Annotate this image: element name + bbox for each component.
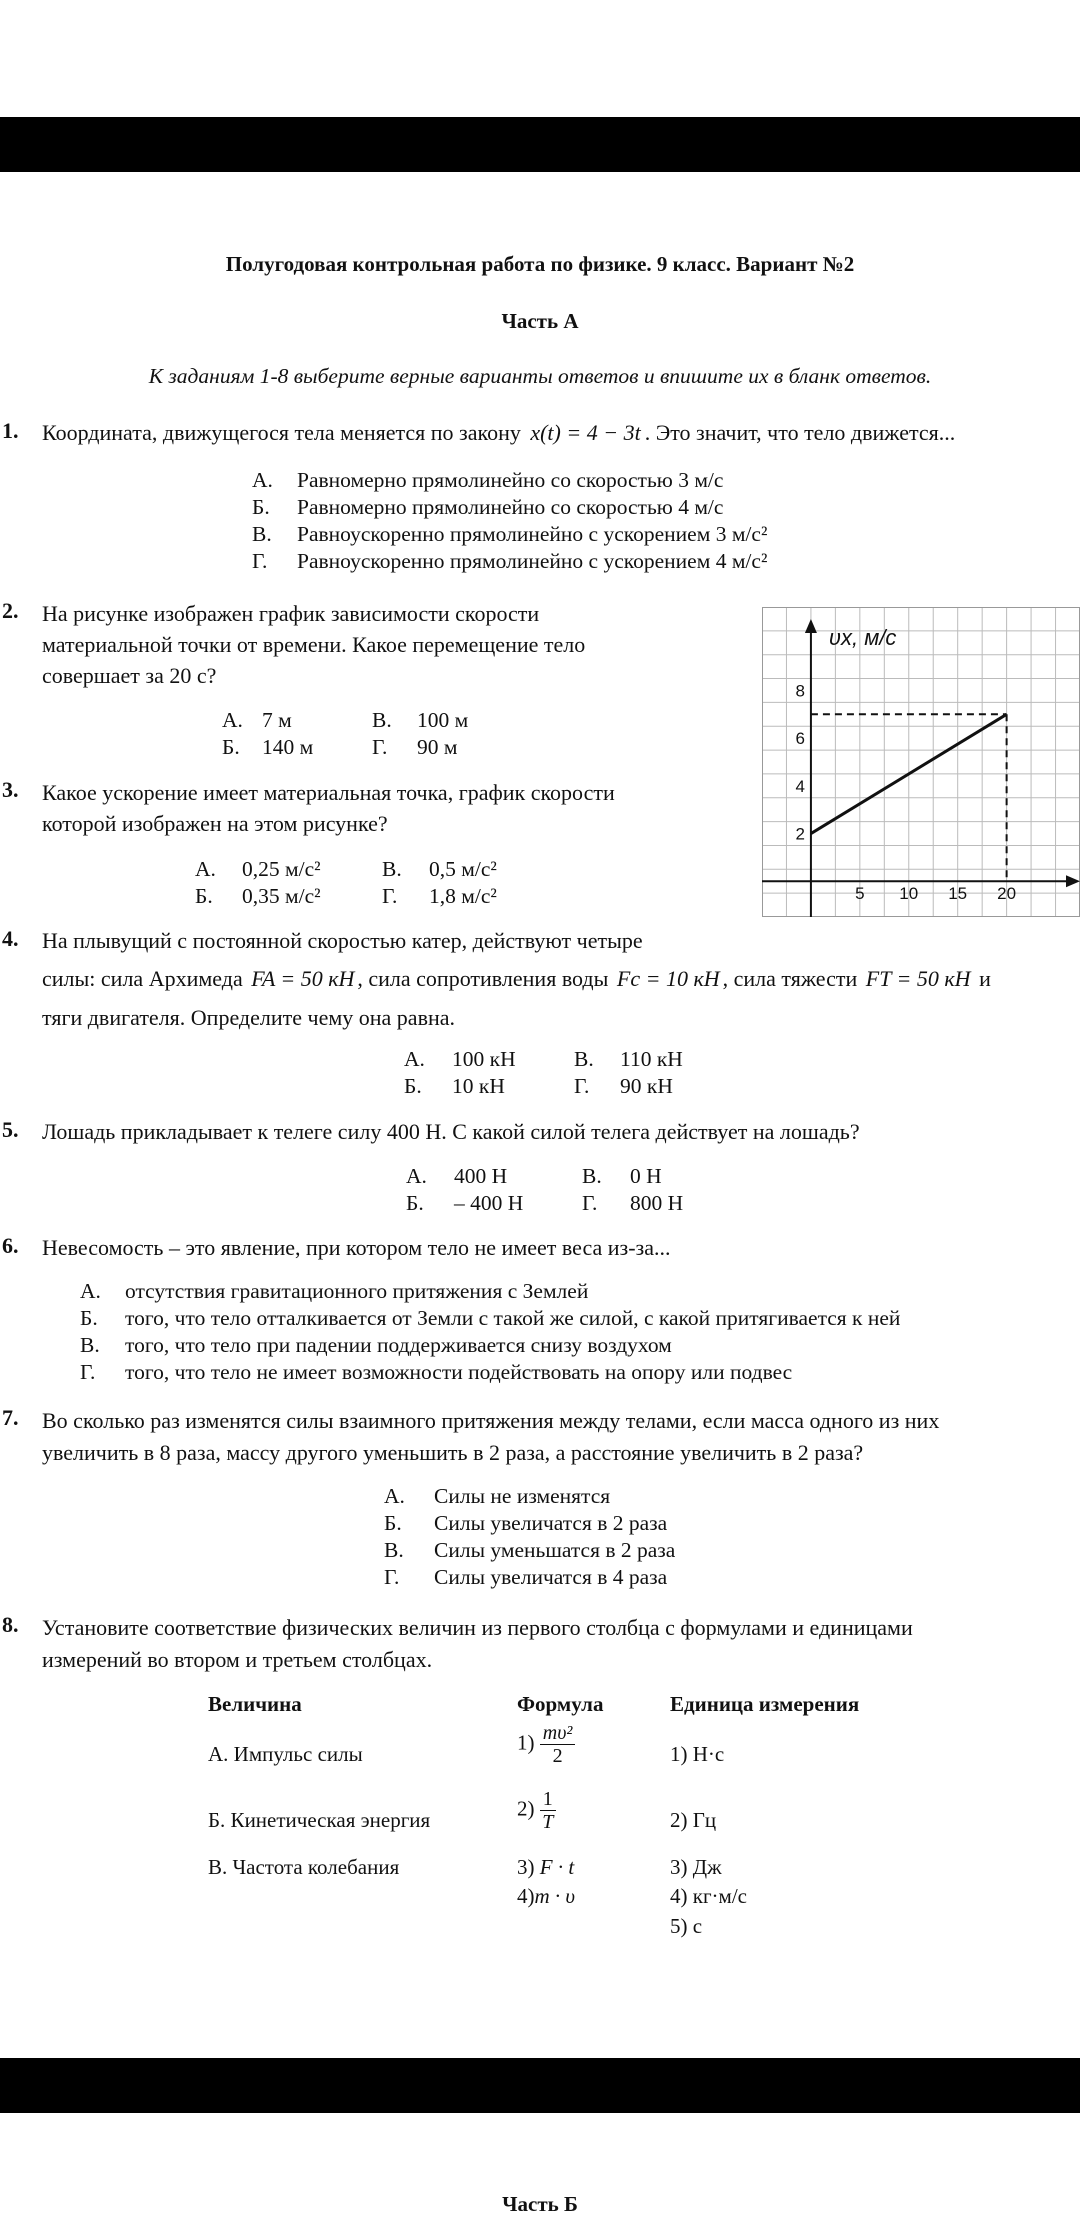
q8-unit-4: 4) кг·м/с [670,1884,747,1908]
q8-header-unit: Единица измерения [670,1692,860,1716]
x-tick-label: 5 [855,884,865,904]
q7-option-a[interactable]: А. Силы не изменятся [384,1484,611,1508]
x-tick-label: 15 [948,884,968,904]
q4-line3: тяги двигателя. Определите чему она равна. [42,1005,455,1030]
q1-text: Координата, движущегося тела меняется по закону x(t) = 4 − 3t . Это значит, что тело движется... [42,420,956,445]
q4-line2: силы: сила Архимеда FA = 50 кН , сила сопротивления воды Fc = 10 кН , сила тяжести FT = 50 кН и [42,966,991,991]
q7-option-d[interactable]: Г. Силы увеличатся в 4 раза [384,1565,668,1589]
q6-option-b[interactable]: Б. того, что тело отталкивается от Земли с такой же силой, с какой притягивается к ней [80,1306,901,1330]
q1-option-a[interactable]: А. Равномерно прямолинейно со скоростью 3 м/с [252,468,724,492]
part-a-title: Часть А [501,309,579,333]
q1-option-b[interactable]: Б. Равномерно прямолинейно со скоростью 4 м/с [252,495,724,519]
q7-option-c[interactable]: В. Силы уменьшатся в 2 раза [384,1538,676,1562]
q3-option-a[interactable]: А. 0,25 м/с² [195,857,321,881]
q8-unit-3: 3) Дж [670,1855,722,1879]
page-title: Полугодовая контрольная работа по физике. 9 класс. Вариант №2 [225,252,855,276]
q4-fa: FA = 50 кН [251,966,355,991]
instruction: К заданиям 1-8 выберите верные варианты ответов и впишите их в бланк ответов. [148,364,932,388]
q4-option-c[interactable]: В. 110 кН [574,1047,683,1071]
y-tick-label: 4 [795,776,805,796]
x-tick-label: 10 [899,884,919,904]
q4-option-d[interactable]: Г. 90 кН [574,1074,673,1098]
q3-options [195,856,497,910]
q3-option-b[interactable]: Б. 0,35 м/с² [195,884,321,908]
q8-header-quantity: Величина [208,1692,302,1716]
q2-number: 2. [2,598,19,623]
q5-text: Лошадь прикладывает к телеге силу 400 Н. С какой силой телега действует на лошадь? [42,1119,860,1144]
q8-header-formula: Формула [517,1692,604,1716]
q6-options [80,1278,900,1386]
q2-option-b[interactable]: Б. 140 м [222,735,314,759]
y-tick-label: 2 [795,824,805,844]
q4-ft: FT = 50 кН [865,966,971,991]
q8-unit-2: 2) Гц [670,1808,717,1832]
chart-grid [762,607,1080,917]
q1-options [252,467,767,575]
q2-option-a[interactable]: А. 7 м [222,708,292,732]
q3-option-d[interactable]: Г. 1,8 м/с² [382,884,497,908]
x-tick-label: 20 [997,884,1017,904]
y-axis-label: υx, м/с [828,625,897,650]
q6-option-a[interactable]: А. отсутствия гравитационного притяжения с Землей [80,1279,589,1303]
q1-formula: x(t) = 4 − 3t [530,420,641,445]
q7-option-b[interactable]: Б. Силы увеличатся в 2 раза [384,1511,668,1535]
q8-quantity-b: Б. Кинетическая энергия [208,1808,431,1832]
q8-formula-1: 1) $\frac{\text{mυ²}}{2}$ [517,1722,575,1767]
q4-fc: Fc = 10 кН [616,966,720,991]
q4-options [404,1046,683,1100]
q8-formula-3: 3) F · t [517,1855,575,1879]
y-tick-label: 6 [795,729,805,749]
q8-quantity-a: А. Импульс силы [208,1742,363,1766]
q3-text: Какое ускорение имеет материальная точка, график скорости которой изображен на этом рисунке? [42,780,615,836]
q2-text: На рисунке изображен график зависимости скорости материальной точки от времени. Какое перемещение тело совершает за 20 с? [42,601,586,688]
q7-options [384,1483,675,1591]
q8-unit-1: 1) Н·с [670,1742,725,1766]
q6-text: Невесомость – это явление, при котором тело не имеет веса из-за... [42,1235,671,1260]
q7-text: Во сколько раз изменятся силы взаимного притяжения между телами, если масса одного из них увеличить в 8 раза, массу другого уменьшить в 2 раза, а расстояние увеличить в 2 раза? [42,1408,940,1465]
q3-number: 3. [2,777,19,802]
q2-option-c[interactable]: В. 100 м [372,708,469,732]
q5-number: 5. [2,1117,19,1142]
top-black-bar [0,117,1080,172]
q5-option-a[interactable]: А. 400 Н [406,1164,508,1188]
q2-option-d[interactable]: Г. 90 м [372,735,458,759]
q5-option-d[interactable]: Г. 800 Н [582,1191,684,1215]
part-b-title: Часть Б [502,2192,578,2216]
velocity-time-chart [762,607,1080,917]
q5-option-b[interactable]: Б. – 400 Н [406,1191,524,1215]
q4-option-b[interactable]: Б. 10 кН [404,1074,505,1098]
q5-option-c[interactable]: В. 0 Н [582,1164,662,1188]
q4-number: 4. [2,926,19,951]
q6-option-d[interactable]: Г. того, что тело не имеет возможности подействовать на опору или подвес [80,1360,793,1384]
q4-line1: На плывущий с постоянной скоростью катер, действуют четыре [42,928,643,953]
q1-option-c[interactable]: В. Равноускоренно прямолинейно с ускорением 3 м/с² [252,522,768,546]
q3-option-c[interactable]: В. 0,5 м/с² [382,857,497,881]
q2-options [222,707,468,761]
q8-number: 8. [2,1612,19,1637]
y-axis-arrow [805,619,817,633]
q1-number: 1. [2,418,19,443]
q8-formula-2: 2) $\frac{1}{T}$ [517,1788,556,1833]
q6-number: 6. [2,1233,19,1258]
x-axis-arrow [1066,875,1080,887]
q4-option-a[interactable]: А. 100 кН [404,1047,516,1071]
q1-option-d[interactable]: Г. Равноускоренно прямолинейно с ускорением 4 м/с² [252,549,768,573]
q8-formula-4: 4)m · υ [517,1884,576,1908]
q7-number: 7. [2,1405,19,1430]
q8-quantity-c: В. Частота колебания [208,1855,400,1879]
bottom-black-bar [0,2058,1080,2113]
q6-option-c[interactable]: В. того, что тело при падении поддерживается снизу воздухом [80,1333,672,1357]
y-tick-label: 8 [795,681,805,701]
q8-text: Установите соответствие физических величин из первого столбца с формулами и единицами измерений во втором и третьем столбцах. [42,1615,913,1672]
q8-unit-5: 5) с [670,1914,703,1938]
q5-options [406,1163,683,1217]
